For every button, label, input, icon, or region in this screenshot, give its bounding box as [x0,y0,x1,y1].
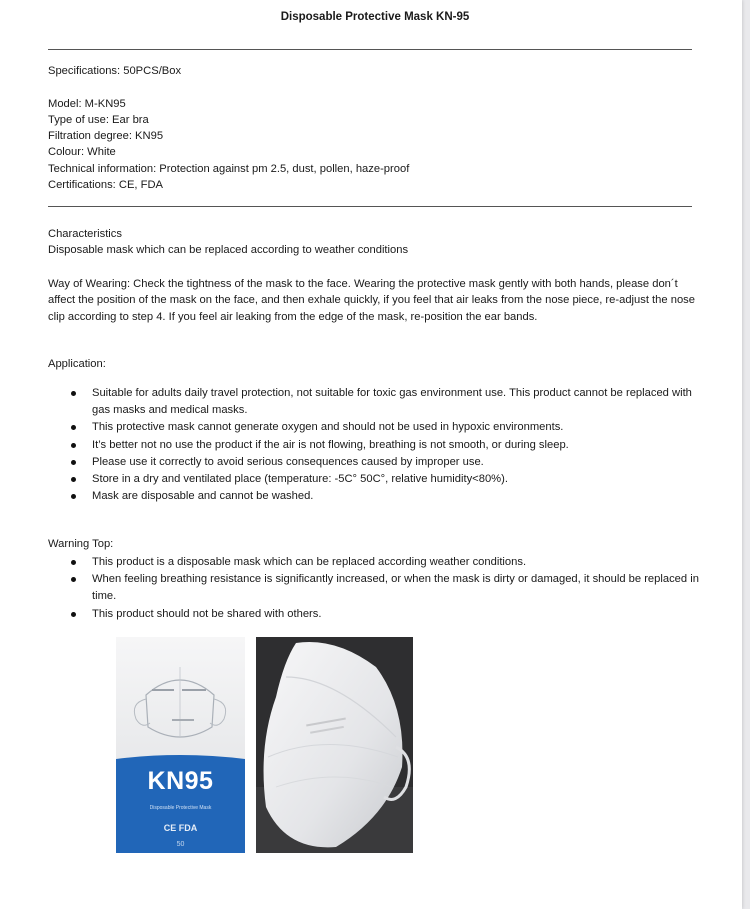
mask-outline-illustration [116,637,245,853]
filtration-line: Filtration degree: KN95 [48,130,164,142]
divider [48,49,692,50]
colour-line: Colour: White [48,146,116,158]
package-brand-label: KN95 [147,767,214,795]
list-item: Mask are disposable and cannot be washed. [0,488,702,505]
list-item: Please use it correctly to avoid serious consequences caused by improper use. [0,454,702,471]
list-item: When feeling breathing resistance is significantly increased, or when the mask is dirty or damaged, it should be replaced in time. [0,571,702,605]
package-cert-marks: CE FDA [163,823,198,833]
mask-package-photo [116,637,245,853]
divider [48,206,692,207]
list-item: It’s better not no use the product if the air is not flowing, breathing is not smooth, or during sleep. [0,437,702,454]
list-item: This product is a disposable mask which can be replaced according weather conditions. [0,554,702,571]
mask-photo [256,637,413,853]
list-item: Store in a dry and ventilated place (temperature: -5C° 50C°, relative humidity<80%). [0,471,702,488]
warning-list [0,554,702,623]
certifications-line: Certifications: CE, FDA [48,179,164,191]
list-item: Suitable for adults daily travel protection, not suitable for toxic gas environment use. This product cannot be replaced with gas masks and medical masks. [0,385,702,419]
list-item: This protective mask cannot generate oxygen and should not be used in hypoxic environments. [0,419,702,436]
mask-image [256,637,413,853]
characteristics-heading: Characteristics [48,228,122,240]
characteristics-text: Disposable mask which can be replaced according to weather conditions [48,244,409,256]
document-title: Disposable Protective Mask KN-95 [280,11,470,23]
type-of-use-line: Type of use: Ear bra [48,114,149,126]
technical-line: Technical information: Protection against pm 2.5, dust, pollen, haze-proof [48,163,410,175]
warning-heading: Warning Top: [48,538,114,550]
package-subtitle: Disposable Protective Mask [149,805,212,811]
application-list [0,385,702,505]
package-count: 50 [176,841,185,848]
way-of-wearing-paragraph: Way of Wearing: Check the tightness of the mask to the face. Wearing the protective mask gently with both hands, please don´t affect the position of the mask on the face, and then exhale quickly, if you feel that air leaks from the nose piece, re-adjust the nose clip according to step 4. If you feel air leaking from the edge of the mask, re-position the ear bands. [48,278,695,323]
model-line: Model: M-KN95 [48,98,126,110]
application-heading: Application: [48,358,106,370]
list-item: This product should not be shared with others. [0,606,702,623]
specifications-line: Specifications: 50PCS/Box [48,65,182,77]
